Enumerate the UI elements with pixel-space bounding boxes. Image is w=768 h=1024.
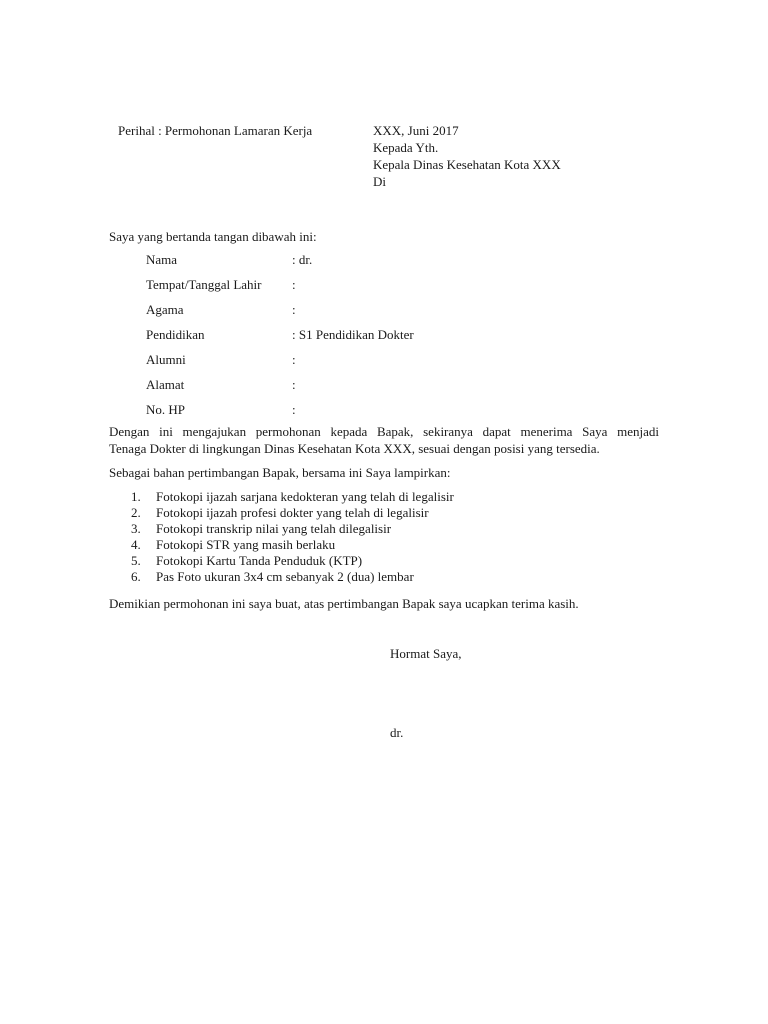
list-number: 6. bbox=[131, 569, 141, 584]
request-paragraph-line: Tenaga Dokter di lingkungan Dinas Kesehatan Kota XXX, sesuai dengan posisi yang tersedia. bbox=[109, 441, 600, 456]
field-value: : bbox=[292, 377, 296, 392]
list-text: Fotokopi ijazah profesi dokter yang telah di legalisir bbox=[156, 505, 429, 520]
list-number: 3. bbox=[131, 521, 141, 536]
field-value: : dr. bbox=[292, 252, 313, 267]
recipient-block bbox=[373, 123, 561, 191]
field-value: : bbox=[292, 302, 296, 317]
list-number: 5. bbox=[131, 553, 141, 568]
list-text: Fotokopi STR yang masih berlaku bbox=[156, 537, 336, 552]
list-text: Pas Foto ukuran 3x4 cm sebanyak 2 (dua) lembar bbox=[156, 569, 414, 584]
field-label: Alumni bbox=[146, 352, 186, 367]
request-paragraph bbox=[109, 424, 659, 458]
list-number: 2. bbox=[131, 505, 141, 520]
signoff: Hormat Saya, bbox=[390, 646, 462, 661]
field-label: Pendidikan bbox=[146, 327, 205, 342]
list-number: 1. bbox=[131, 489, 141, 504]
recipient-salutation: Kepada Yth. bbox=[373, 140, 439, 155]
field-value: : S1 Pendidikan Dokter bbox=[292, 327, 414, 342]
subject-line: Perihal : Permohonan Lamaran Kerja bbox=[118, 123, 313, 138]
opening-sentence: Saya yang bertanda tangan dibawah ini: bbox=[109, 229, 317, 244]
field-label: Tempat/Tanggal Lahir bbox=[146, 277, 262, 292]
letter-date: XXX, Juni 2017 bbox=[373, 123, 459, 138]
field-value: : bbox=[292, 402, 296, 417]
list-number: 4. bbox=[131, 537, 141, 552]
field-label: Alamat bbox=[146, 377, 185, 392]
field-value: : bbox=[292, 352, 296, 367]
list-text: Fotokopi transkrip nilai yang telah dilegalisir bbox=[156, 521, 392, 536]
list-text: Fotokopi ijazah sarjana kedokteran yang telah di legalisir bbox=[156, 489, 454, 504]
signature-name: dr. bbox=[390, 725, 404, 740]
attachments-intro: Sebagai bahan pertimbangan Bapak, bersama ini Saya lampirkan: bbox=[109, 465, 451, 480]
field-label: Agama bbox=[146, 302, 184, 317]
request-paragraph-line: Dengan ini mengajukan permohonan kepada Bapak, sekiranya dapat menerima Saya menjadi bbox=[109, 424, 659, 439]
closing-sentence: Demikian permohonan ini saya buat, atas pertimbangan Bapak saya ucapkan terima kasih. bbox=[109, 596, 579, 611]
field-label: Nama bbox=[146, 252, 178, 267]
field-label: No. HP bbox=[146, 402, 186, 417]
recipient-office: Kepala Dinas Kesehatan Kota XXX bbox=[373, 157, 561, 172]
recipient-place: Di bbox=[373, 174, 386, 189]
field-value: : bbox=[292, 277, 296, 292]
list-text: Fotokopi Kartu Tanda Penduduk (KTP) bbox=[156, 553, 363, 568]
